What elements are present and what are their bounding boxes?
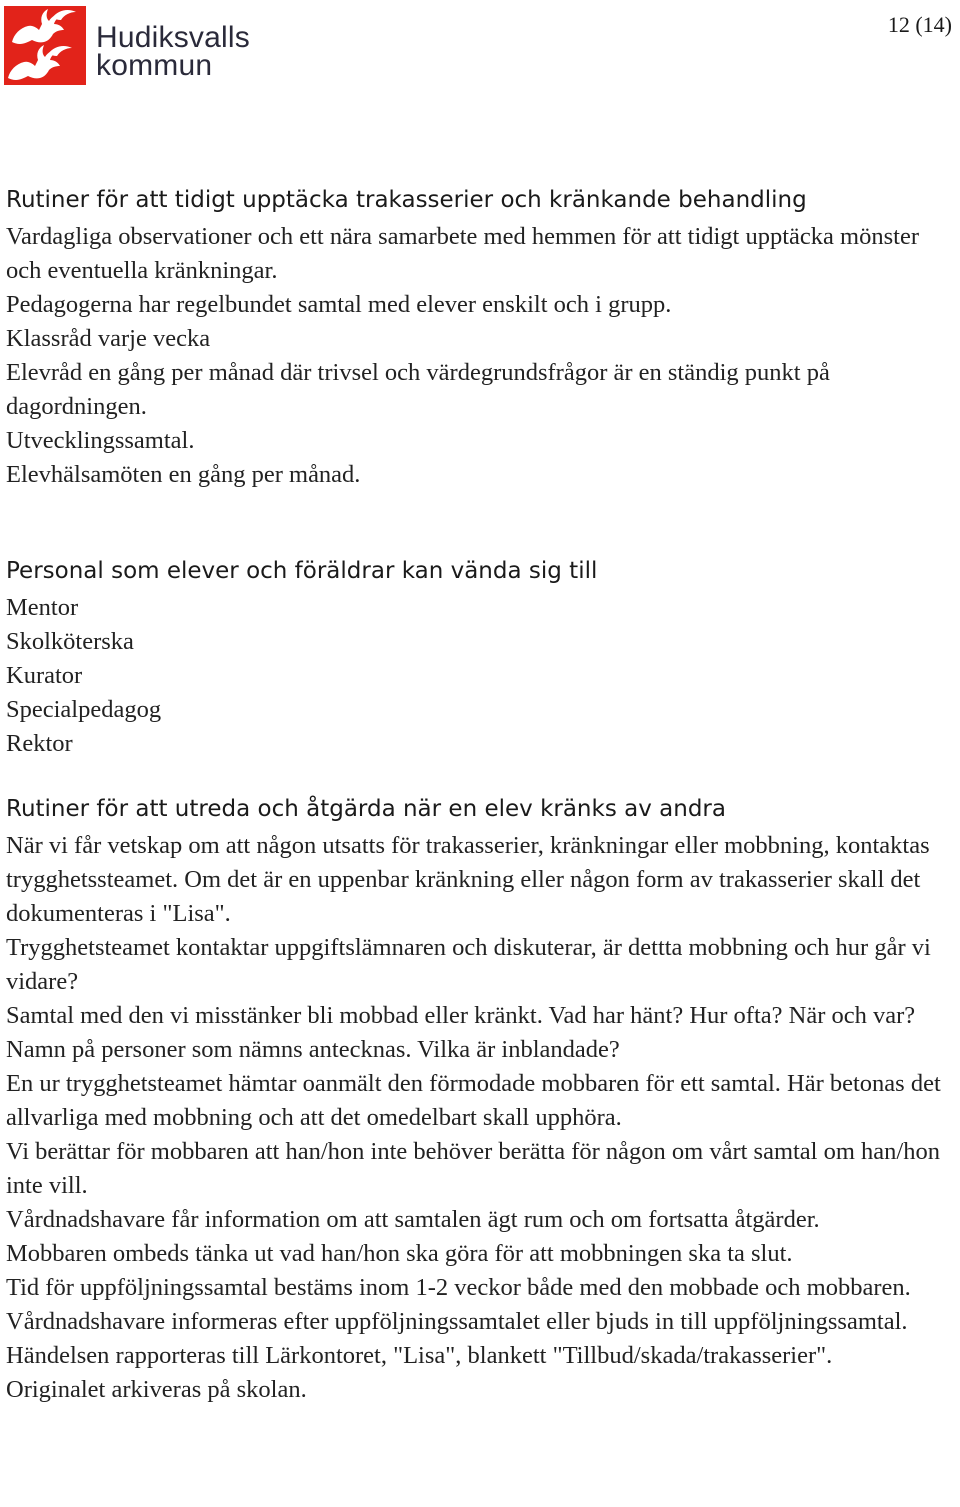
list-item: Rektor	[6, 730, 73, 757]
list-item: Kurator	[6, 662, 83, 689]
hudiksvalls-kommun-logo	[4, 6, 264, 86]
paragraph: Vardagliga observationer och ett nära samarbete med hemmen för att tidigt upptäcka mönster och eventuella kränkningar.	[6, 223, 919, 284]
section-heading: Rutiner för att tidigt upptäcka trakasserier och kränkande behandling	[6, 187, 807, 213]
section-heading: Rutiner för att utreda och åtgärda när en elev kränks av andra	[6, 796, 726, 822]
document-body	[6, 185, 958, 1407]
section-heading: Personal som elever och föräldrar kan vända sig till	[6, 558, 598, 584]
section-contact-staff	[6, 556, 958, 761]
paragraph: Tid för uppföljningssamtal bestäms inom 1-2 veckor både med den mobbade och mobbaren.	[6, 1274, 911, 1301]
spacer	[6, 761, 958, 794]
page-number: 12 (14)	[887, 12, 952, 37]
paragraph: Utvecklingssamtal.	[6, 427, 195, 454]
logo-wordmark	[96, 21, 250, 82]
section-early-detection	[6, 185, 958, 492]
paragraph: Vi berättar för mobbaren att han/hon inte behöver berätta för någon om vårt samtal om han/hon inte vill.	[6, 1138, 940, 1199]
paragraph: Trygghetsteamet kontaktar uppgiftslämnaren och diskuterar, är dettta mobbning och hur går vi vidare?	[6, 934, 931, 995]
spacer	[6, 492, 958, 556]
paragraph: En ur trygghetsteamet hämtar oanmält den förmodade mobbaren för ett samtal. Här betonas det allvarliga med mobbning och att det omedelbart skall upphöra.	[6, 1070, 941, 1131]
logo-line-2: kommun	[96, 49, 213, 82]
list-item: Mentor	[6, 594, 79, 621]
paragraph: Pedagogerna har regelbundet samtal med elever enskilt och i grupp.	[6, 291, 672, 318]
paragraph: Vårdnadshavare får information om att samtalen ägt rum och om fortsatta åtgärder.	[6, 1206, 820, 1233]
paragraph: När vi får vetskap om att någon utsatts för trakasserier, kränkningar eller mobbning, kontaktas trygghetssteamet. Om det är en uppenbar kränkning eller någon form av trakasserier skall det dokumenteras i "Lisa".	[6, 832, 930, 927]
logo-line-1: Hudiksvalls	[96, 21, 250, 54]
list-item: Specialpedagog	[6, 696, 162, 723]
paragraph: Klassråd varje vecka	[6, 325, 211, 352]
section-investigation-routines	[6, 794, 958, 1407]
paragraph: Elevråd en gång per månad där trivsel och värdegrundsfrågor är en ständig punkt på dagordningen.	[6, 359, 830, 420]
list-item: Skolköterska	[6, 628, 134, 655]
paragraph: Elevhälsamöten en gång per månad.	[6, 461, 361, 488]
paragraph: Händelsen rapporteras till Lärkontoret, "Lisa", blankett "Tillbud/skada/trakasserier".	[6, 1342, 833, 1369]
paragraph: Samtal med den vi misstänker bli mobbad eller kränkt. Vad har hänt? Hur ofta? När och var? Namn på personer som nämns antecknas. Vilka är inblandade?	[6, 1002, 916, 1063]
goat-emblem-icon	[4, 6, 86, 85]
paragraph: Mobbaren ombeds tänka ut vad han/hon ska göra för att mobbningen ska ta slut.	[6, 1240, 793, 1267]
paragraph: Vårdnadshavare informeras efter uppföljningssamtalet eller bjuds in till uppföljningssamtal.	[6, 1308, 908, 1335]
paragraph: Originalet arkiveras på skolan.	[6, 1376, 307, 1403]
